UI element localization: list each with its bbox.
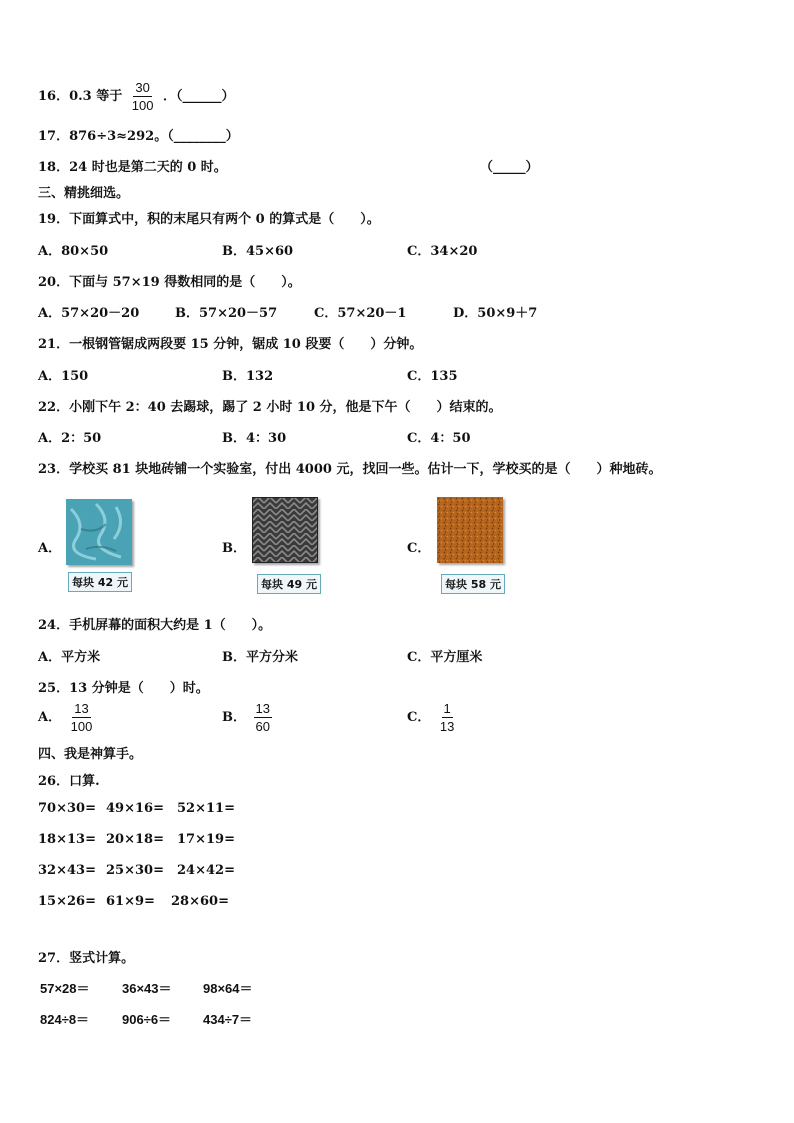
q25-a-denominator: 100 — [70, 719, 93, 734]
q25-option-c — [407, 701, 459, 734]
q25-b-numerator: 13 — [255, 701, 270, 716]
q19-option-c: C．34×20 — [407, 244, 478, 259]
tile-a-price: 每块 42 元 — [68, 572, 132, 592]
oral-calc-item: 32×43= — [38, 863, 96, 878]
q25-option-a — [38, 701, 97, 734]
vertical-calc-item: 98×64＝ — [203, 981, 253, 996]
q16-prefix: 16．0.3 等于 — [38, 89, 123, 104]
vertical-calc-item: 906÷6＝ — [122, 1012, 172, 1027]
q22-option-a: A．2：50 — [38, 431, 102, 446]
oral-calc-item: 28×60= — [171, 894, 229, 909]
section-4-heading: 四、我是神算手。 — [38, 747, 143, 762]
q25-option-b-fraction — [254, 701, 272, 734]
q16-numerator: 30 — [135, 80, 150, 95]
q23-option-a-label: A． — [38, 541, 62, 556]
question-22: 22．小刚下午 2：40 去踢球，踢了 2 小时 10 分，他是下午（ ）结束的。 — [38, 400, 502, 415]
question-17: 17．876÷3≈292。（________） — [38, 129, 239, 144]
question-16 — [38, 80, 235, 113]
q25-a-numerator: 13 — [74, 701, 89, 716]
question-23: 23．学校买 81 块地砖铺一个实验室，付出 4000 元，找回一些。估计一下，学校买的是（ ）种地砖。 — [38, 462, 662, 477]
tile-b-image — [252, 497, 318, 563]
question-18: 18．24 时也是第二天的 0 时。 — [38, 160, 227, 175]
question-26: 26．口算. — [38, 774, 100, 789]
q20-option-d: D．50×9＋7 — [453, 306, 538, 321]
q20-option-a: A．57×20－20 — [38, 306, 140, 321]
tile-c-price: 每块 58 元 — [441, 574, 505, 594]
oral-calc-item: 18×13= — [38, 832, 96, 847]
q25-c-numerator: 1 — [443, 701, 451, 716]
oral-calc-item: 49×16= — [106, 801, 164, 816]
q21-option-b: B．132 — [222, 369, 274, 384]
q24-option-c: C．平方厘米 — [407, 650, 483, 665]
section-3-heading: 三、精挑细选。 — [38, 186, 130, 201]
q25-option-a-fraction — [69, 701, 95, 734]
question-25: 25．13 分钟是（ ）时。 — [38, 681, 209, 696]
q16-suffix: ．（______） — [163, 89, 235, 104]
tile-b-price: 每块 49 元 — [257, 574, 321, 594]
question-19: 19．下面算式中，积的末尾只有两个 0 的算式是（ ）。 — [38, 212, 380, 227]
q23-option-b-label: B． — [222, 541, 246, 556]
q25-b-denominator: 60 — [255, 719, 270, 734]
question-20: 20．下面与 57×19 得数相同的是（ ）。 — [38, 275, 301, 290]
oral-calc-item: 15×26= — [38, 894, 96, 909]
q25-option-b — [222, 701, 275, 734]
q16-fraction — [130, 80, 156, 113]
vertical-calc-item: 36×43＝ — [122, 981, 172, 996]
q20-option-c: C．57×20－1 — [314, 306, 407, 321]
q25-option-c-label: C． — [407, 710, 431, 725]
oral-calc-item: 20×18= — [106, 832, 164, 847]
q22-option-c: C．4：50 — [407, 431, 471, 446]
question-27: 27．竖式计算。 — [38, 951, 135, 966]
oral-calc-item: 70×30= — [38, 801, 96, 816]
q25-c-denominator: 13 — [439, 719, 455, 734]
q20-option-b: B．57×20－57 — [175, 306, 278, 321]
q25-option-a-label: A． — [38, 710, 62, 725]
q24-option-a: A．平方米 — [38, 650, 101, 665]
q22-option-b: B．4：30 — [222, 431, 287, 446]
q25-option-c-fraction — [438, 701, 456, 734]
oral-calc-item: 52×11= — [177, 801, 235, 816]
question-24: 24．手机屏幕的面积大约是 1（ ）。 — [38, 618, 272, 633]
vertical-calc-item: 824÷8＝ — [40, 1012, 90, 1027]
tile-c-image — [437, 497, 503, 563]
q21-option-c: C．135 — [407, 369, 458, 384]
q25-option-b-label: B． — [222, 710, 246, 725]
oral-calc-item: 25×30= — [106, 863, 164, 878]
q16-denominator: 100 — [131, 98, 154, 113]
question-21: 21．一根钢管锯成两段要 15 分钟，锯成 10 段要（ ）分钟。 — [38, 337, 423, 352]
q21-option-a: A．150 — [38, 369, 89, 384]
q23-option-c-label: C． — [407, 541, 431, 556]
q24-option-b: B．平方分米 — [222, 650, 298, 665]
q18-answer-blank: （_____） — [480, 160, 539, 175]
oral-calc-item: 24×42= — [177, 863, 235, 878]
vertical-calc-item: 57×28＝ — [40, 981, 90, 996]
vertical-calc-item: 434÷7＝ — [203, 1012, 253, 1027]
tile-a-image — [66, 499, 132, 565]
oral-calc-item: 17×19= — [177, 832, 235, 847]
q19-option-a: A．80×50 — [38, 244, 109, 259]
q19-option-b: B．45×60 — [222, 244, 294, 259]
oral-calc-item: 61×9= — [106, 894, 155, 909]
